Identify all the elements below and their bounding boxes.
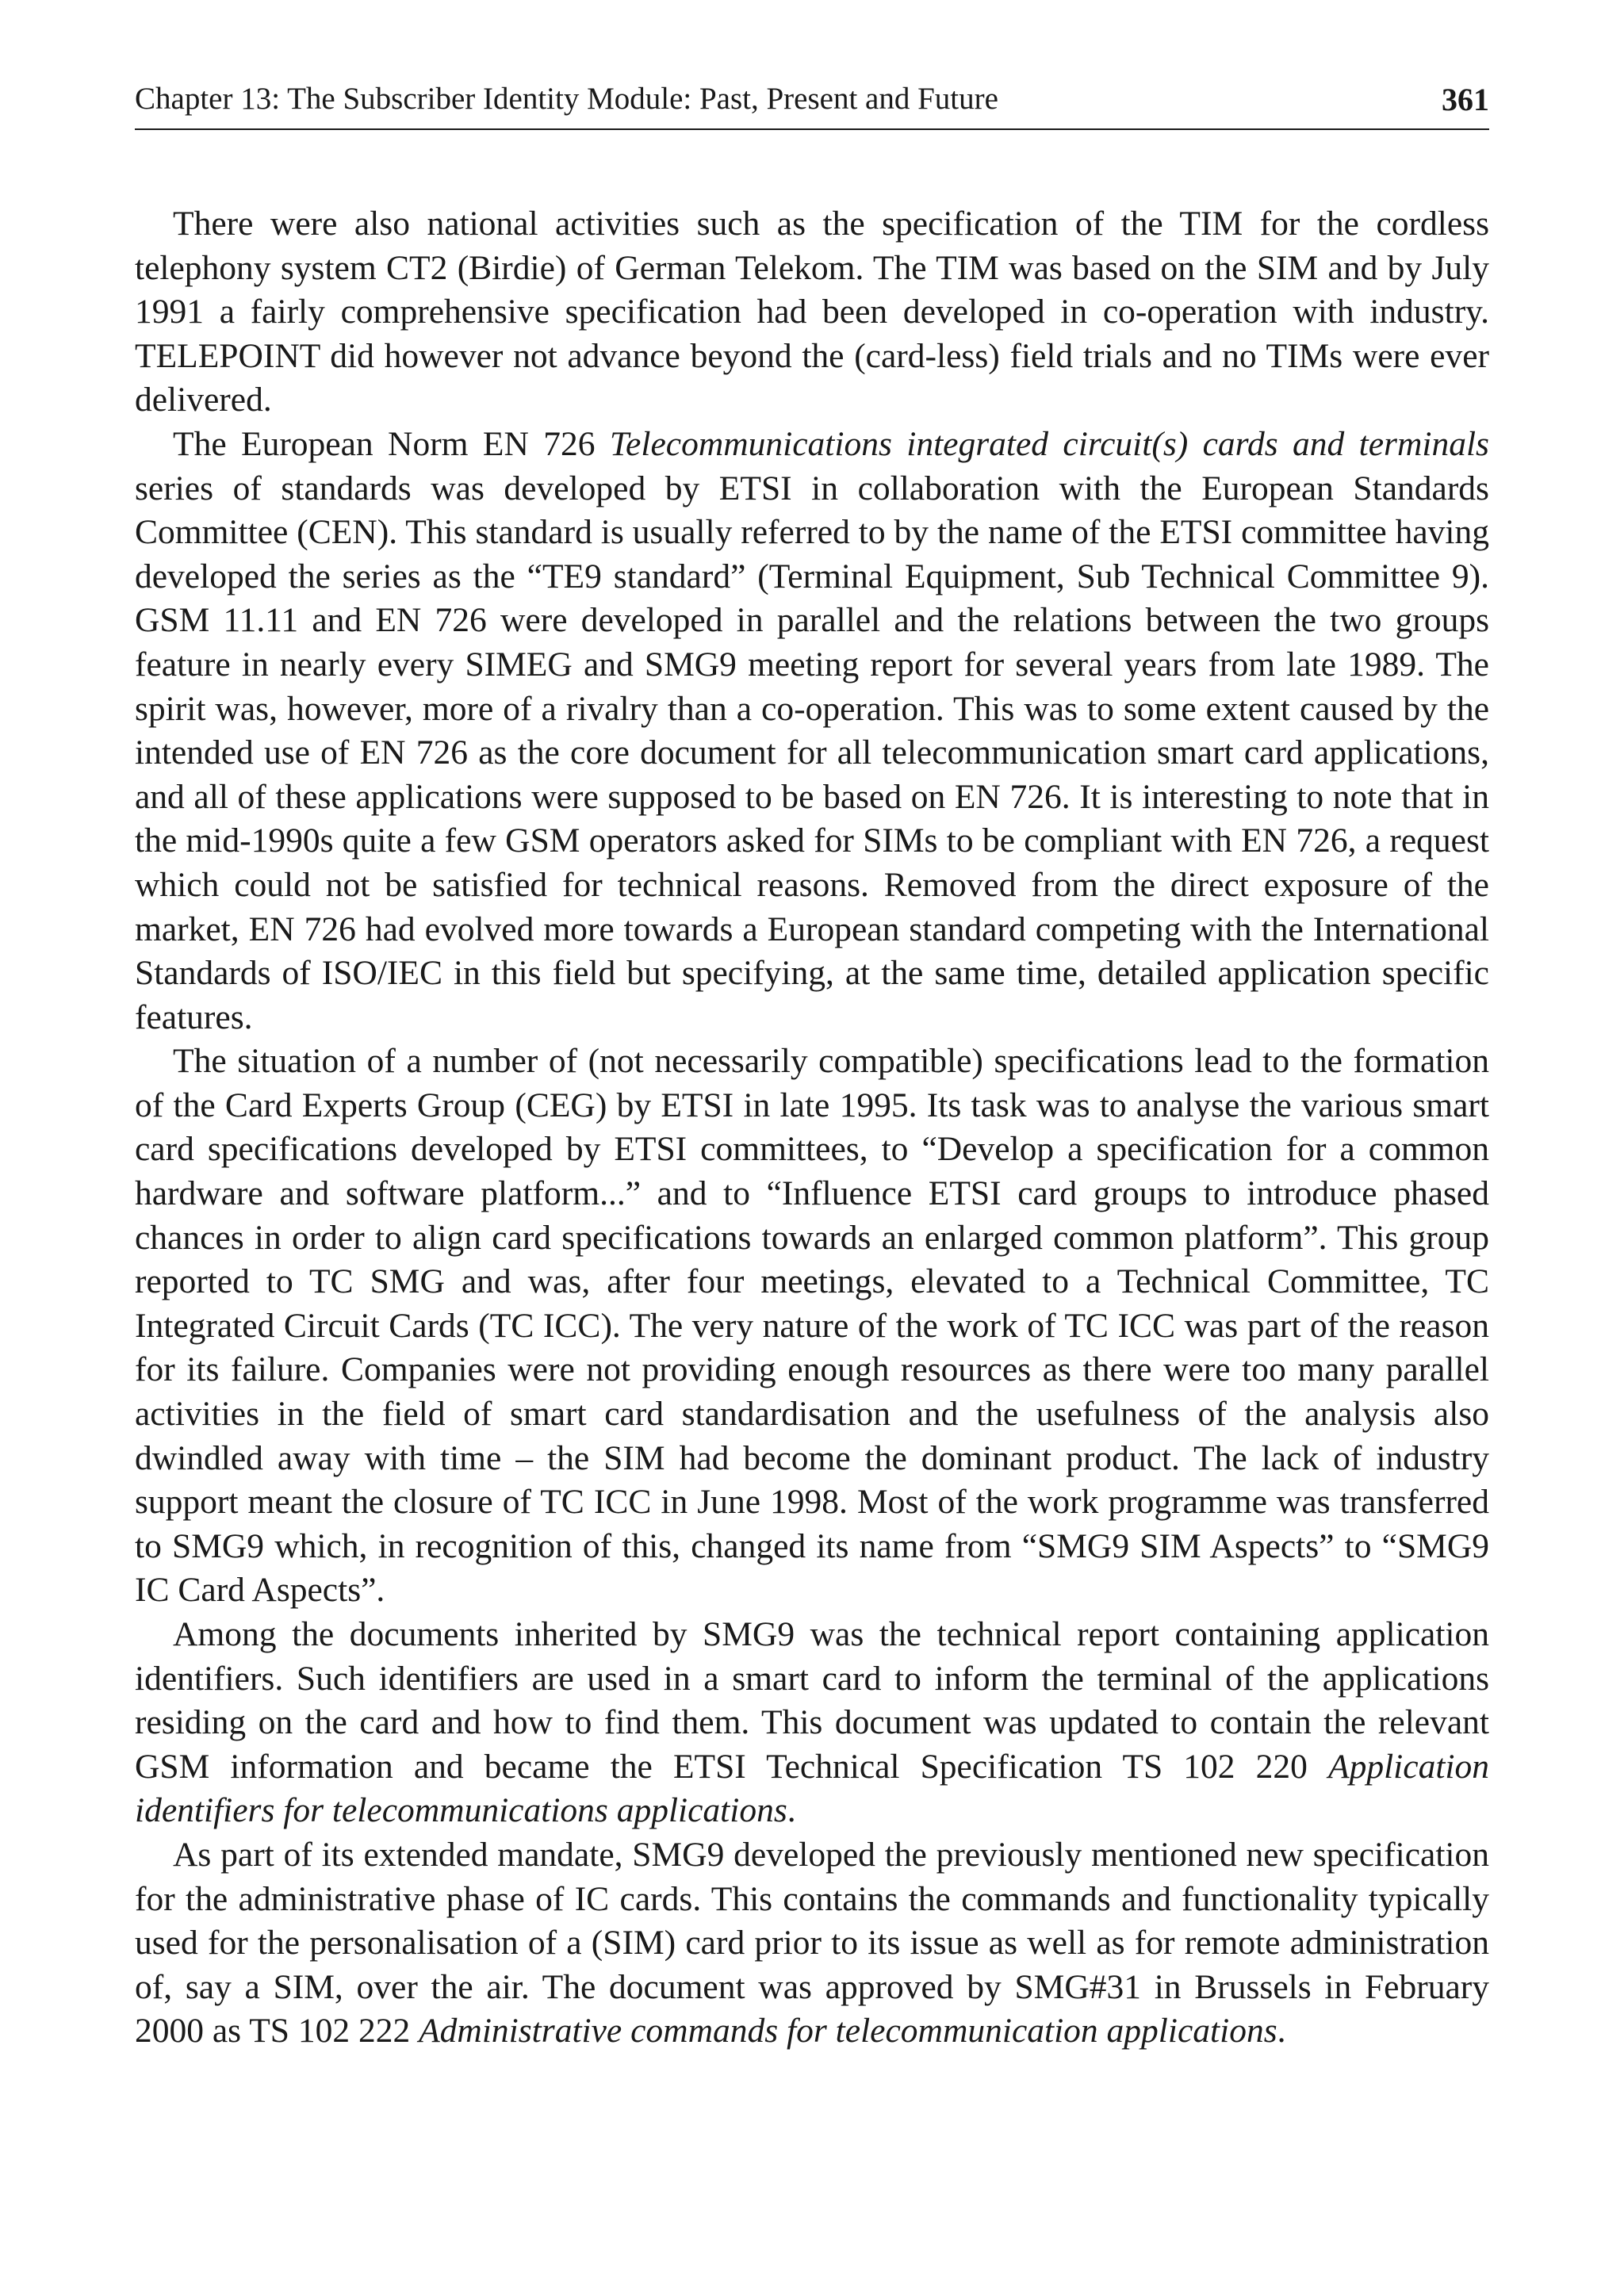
paragraph-en726-body: series of standards was developed by ETSI in collaboration with the European Standards Committee (CEN). This standard is usually referred to by the name of the ETSI committee having developed the series as the “TE9 standard” (Terminal Equipment, Sub Technical Committee 9). GSM 11.11 and EN 726 were developed in parallel and the relations between the two groups feature in nearly every SIMEG and SMG9 meeting report for several years from late 1989. The spirit was, however, more of a rivalry than a co-operation. This was to some extent caused by the intended use of EN 726 as the core document for all telecommunication smart card applications, and all of these applications were supposed to be based on EN 726. It is interesting to note that in the mid-1990s quite a few GSM operators asked for SIMs to be compliant with EN 726, a request which could not be satisfied for technical reasons. Removed from the direct exposure of the market, EN 726 had evolved more towards a European standard competing with the International Standards of ISO/IEC in this field but specifying, at the same time, detailed application specific features.: [135, 469, 1489, 1036]
paragraph-app-identifiers-title: Application identifiers for telecommunications applications: [135, 1747, 1489, 1830]
page-header: [135, 81, 1489, 130]
paragraph-admin-commands-lead: As part of its extended mandate, SMG9 developed the previously mentioned new specification for the administrative phase of IC cards. This contains the commands and functionality typically used for the personalisation of a (SIM) card prior to its issue as well as for remote administration of, say a SIM, over the air. The document was approved by SMG#31 in Brussels in February 2000 as TS 102 222: [135, 1835, 1489, 2051]
paragraph-app-identifiers-lead: Among the documents inherited by SMG9 was the technical report containing application identifiers. Such identifiers are used in a smart card to inform the terminal of the applications residing on the card and how to find them. This document was updated to contain the relevant GSM information and became the ETSI Technical Specification TS 102 220: [135, 1615, 1489, 1786]
paragraph-admin-commands: [135, 1833, 1489, 2054]
paragraph-app-identifiers-end: .: [787, 1791, 796, 1830]
body-text: [135, 202, 1489, 2054]
paragraph-ceg-text: The situation of a number of (not necessarily compatible) specifications lead to the formation of the Card Experts Group (CEG) by ETSI in late 1995. Its task was to analyse the various smart card specifications developed by ETSI committees, to “Develop a specification for a common hardware and software platform...” and to “Influence ETSI card groups to introduce phased chances in order to align card specifications towards an enlarged common platform”. This group reported to TC SMG and was, after four meetings, elevated to a Technical Committee, TC Integrated Circuit Cards (TC ICC). The very nature of the work of TC ICC was part of the reason for its failure. Companies were not providing enough resources as there were too many parallel activities in the field of smart card standardisation and the usefulness of the analysis also dwindled away with time – the SIM had become the dominant product. The lack of industry support meant the closure of TC ICC in June 1998. Most of the work programme was transferred to SMG9 which, in recognition of this, changed its name from “SMG9 SIM Aspects” to “SMG9 IC Card Aspects”.: [135, 1042, 1489, 1610]
running-head: Chapter 13: The Subscriber Identity Module: Past, Present and Future: [135, 82, 998, 116]
paragraph-en726: [135, 423, 1489, 1040]
paragraph-admin-commands-end: .: [1277, 2012, 1286, 2051]
page-number: 361: [1442, 82, 1489, 117]
paragraph-ceg: [135, 1040, 1489, 1613]
paragraph-admin-commands-title: Administrative commands for telecommunication applications: [419, 2012, 1277, 2051]
paragraph-en726-title: Telecommunications integrated circuit(s) cards and terminals: [609, 424, 1489, 463]
paragraph-tim-text: There were also national activities such as the specification of the TIM for the cordless telephony system CT2 (Birdie) of German Telekom. The TIM was based on the SIM and by July 1991 a fairly comprehensive specification had been developed in co-operation with industry. TELEPOINT did however not advance beyond the (card-less) field trials and no TIMs were ever delivered.: [135, 205, 1489, 419]
paragraph-app-identifiers: [135, 1613, 1489, 1833]
paragraph-tim: [135, 202, 1489, 423]
paragraph-en726-lead: The European Norm EN 726: [173, 424, 610, 463]
